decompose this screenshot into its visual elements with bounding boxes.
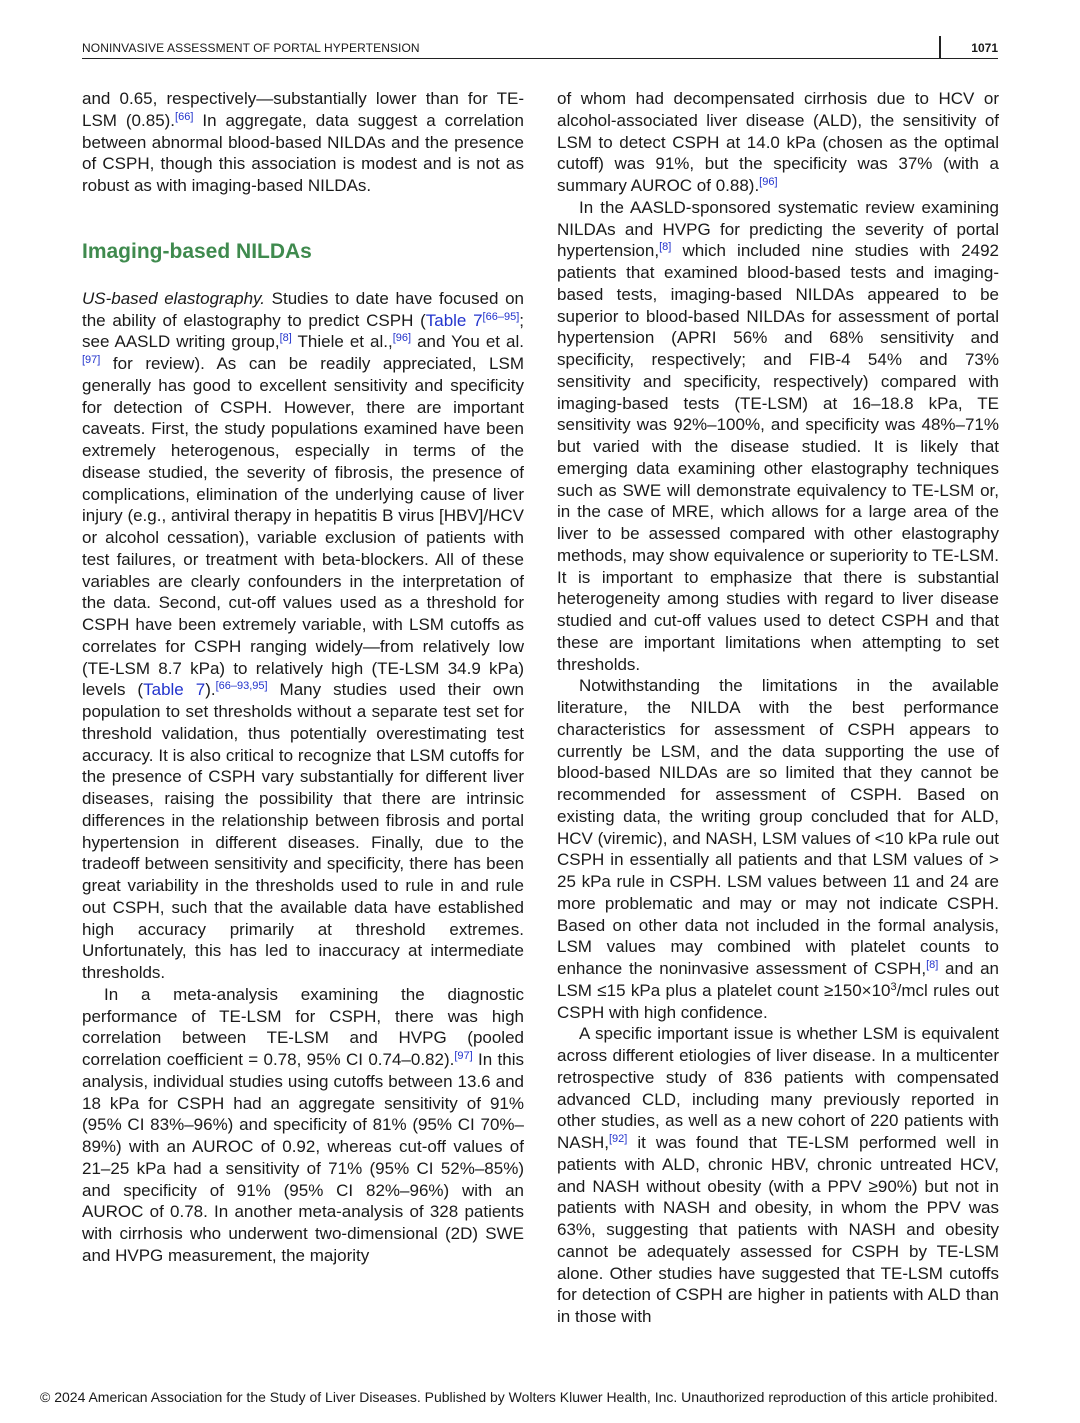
paragraph <box>557 88 999 197</box>
citation-link[interactable]: [92] <box>608 1133 628 1145</box>
paragraph <box>82 984 524 1267</box>
right-column <box>557 88 999 1328</box>
table-link[interactable]: Table 7 <box>425 310 483 330</box>
text-run: ). <box>205 680 216 700</box>
text-run: for review). As can be readily appreciated, LSM generally has good to excellent sensitivity and specificity for detection of CSPH. However, there are important caveats. First, the study populations examined have been extremely heterogenous, especially in terms of the disease studied, the severity of fibrosis, the presence of complications, elimination of the underlying cause of liver injury (e.g., antiviral therapy in hepatitis B virus [HBV]/HCV or alcohol cessation), variable exclusion of patients with test failures, or treatment with beta-blockers. All of these variables are clearly confounders in the interpretation of the data. Second, cut-off values used as a threshold for CSPH have been extremely variable, with LSM cutoffs as correlates for CSPH ranging widely—from relatively low (TE-LSM 8.7 kPa) to relatively high (TE-LSM 34.9 kPa) levels ( <box>82 354 524 700</box>
header-divider <box>939 36 941 58</box>
text-run: /mcl rules out CSPH with high confidence. <box>557 980 999 1022</box>
citation-link[interactable]: [66–95] <box>482 310 520 323</box>
paragraph <box>557 675 999 1023</box>
run-in-heading: US-based elastography. <box>82 288 266 308</box>
citation-link[interactable]: [66–93,95] <box>215 680 268 693</box>
text-run: which included nine studies with 2492 patients that examined blood-based tests and imaging-based tests, imaging-based NILDAs appeared to be superior to blood-based NILDAs for assessment of portal hypertension (APRI 56% and 68% sensitivity and specificity, respectively; and FIB-4 54% and 73% sensitivity and specificity, respectively) compared with imaging-based tests (TE-LSM) at 16–18.8 kPa, TE sensitivity was 92%–100%, and specificity was 48%–71% but varied with the disease studied. It is likely that emerging data examining other elastography techniques such as SWE will demonstrate equivalency to TE-LSM or, in the case of MRE, which allows for a large area of the liver to be assessed compared with other elastography methods, may show equivalence or superiority to TE-LSM. It is important to emphasize that there is substantial heterogeneity among studies with regard to liver disease studied and cut-off values used to detect CSPH and that these are important limitations when attempting to set thresholds. <box>557 241 999 674</box>
text-run: Notwithstanding the limitations in the available literature, the NILDA with the best performance characteristics for assessment of CSPH appears to currently be LSM, and the data supporting the use of blood-based NILDAs are so limited that they cannot be recommended for assessment of CSPH. Based on existing data, the writing group concluded that for ALD, HCV (viremic), and NASH, LSM values of <10 kPa rule out CSPH in essentially all patients and that LSM values of > 25 kPa rule in CSPH. LSM values between 11 and 24 are more problematic and may or may not indicate CSPH. Based on other data not included in the formal analysis, LSM values may combined with platelet counts to enhance the noninvasive assessment of CSPH, <box>557 676 999 978</box>
citation-link[interactable]: [97] <box>82 354 101 366</box>
citation-link[interactable]: [96] <box>392 332 412 345</box>
text-run: Thiele et al., <box>291 332 393 352</box>
citation-link[interactable]: [66] <box>175 110 194 123</box>
paragraph <box>557 1023 999 1328</box>
section-heading: Imaging-based NILDAs <box>82 239 312 263</box>
text-run: In the AASLD-sponsored systematic review examining NILDAs and HVPG for predicting the severity of portal hypertension, <box>557 197 999 261</box>
text-run: and 0.65, respectively—substantially lower than for TE-LSM (0.85). <box>82 89 524 130</box>
paragraph <box>82 88 524 197</box>
copyright-footer: © 2024 American Association for the Study of Liver Diseases. Published by Wolters Kluwer Health, Inc. Unauthorized reproduction of this article prohibited. <box>40 1389 998 1405</box>
left-column <box>82 88 524 1267</box>
running-header <box>82 36 998 59</box>
text-run: In aggregate, data suggest a correlation between abnormal blood-based NILDAs and the presence of CSPH, though this association is modest and is not as robust as with imaging-based NILDAs. <box>82 110 525 195</box>
citation-link[interactable]: [97] <box>454 1050 473 1062</box>
text-run: Many studies used their own population to set thresholds without a separate test set for threshold validation, thus potentially overestimating test accuracy. It is also critical to recognize that LSM cutoffs for the presence of CSPH vary substantially for different liver diseases, raising the possibility that there are intrinsic differences in the relationship between fibrosis and portal hypertension in different diseases. Finally, due to the tradeoff between sensitivity and specificity, there has been great variability in the thresholds used to rule in and rule out CSPH, such that the available data have established high accuracy primarily at threshold extremes. Unfortunately, this has led to inaccuracy at intermediate thresholds. <box>82 680 524 982</box>
citation-link[interactable]: [96] <box>759 176 778 188</box>
citation-link[interactable]: [8] <box>926 959 939 971</box>
page-number: 1071 <box>971 41 998 55</box>
text-run: In a meta-analysis examining the diagnostic performance of TE-LSM for CSPH, there was high correlation between TE-LSM and HVPG (pooled correlation coefficient = 0.78, 95% CI 0.74–0.82). <box>82 984 524 1069</box>
citation-link[interactable]: [8] <box>659 241 672 254</box>
paragraph <box>82 288 524 984</box>
text-run: Studies to date have focused on the ability of elastography to predict CSPH ( <box>82 288 525 330</box>
text-run: it was found that TE-LSM performed well in patients with ALD, chronic HBV, chronic untreated HCV, and NASH without obesity (with a PPV ≥90%) but not in patients with NASH and obesity, in whom the PPV was 63%, suggesting that patients with NASH and obesity cannot be adequately assessed for CSPH by TE-LSM alone. Other studies have suggested that TE-LSM cutoffs for detection of CSPH are higher in patients with ALD than in those with <box>557 1133 999 1326</box>
text-run: and You et al. <box>411 332 524 352</box>
exponent: 3 <box>890 980 897 993</box>
text-run: A specific important issue is whether LSM is equivalent across different etiologies of liver disease. In a multicenter retrospective study of 836 patients with compensated advanced CLD, including many previously reported in other studies, as well as a new cohort of 220 patients with NASH, <box>557 1024 999 1152</box>
paragraph <box>557 197 999 676</box>
citation-link[interactable]: [8] <box>279 332 292 345</box>
running-title: NONINVASIVE ASSESSMENT OF PORTAL HYPERTENSION <box>82 41 420 55</box>
text-run: of whom had decompensated cirrhosis due to HCV or alcohol-associated liver disease (ALD), the sensitivity of LSM to detect CSPH at 14.0 kPa (chosen as the optimal cutoff) was 91%, but the specificity was 37% (with a summary AUROC of 0.88). <box>557 89 999 195</box>
text-run: and an LSM ≤15 kPa plus a platelet count ≥150×10 <box>557 959 999 1000</box>
text-run: In this analysis, individual studies using cutoffs between 13.6 and 18 kPa for CSPH had an aggregate sensitivity of 91% (95% CI 83%–96%) and specificity of 81% (95% CI 70%–89%) with an AUROC of 0.92, whereas cut-off values of 21–25 kPa had a sensitivity of 71% (95% CI 52%–85%) and specificity of 91% (95% CI 82%–96%) with an AUROC of 0.78. In another meta-analysis of 328 patients with cirrhosis who underwent two-dimensional (2D) SWE and HVPG measurement, the majority <box>82 1050 524 1265</box>
table-link[interactable]: Table 7 <box>143 680 206 700</box>
text-run: ; see AASLD writing group, <box>82 310 524 352</box>
